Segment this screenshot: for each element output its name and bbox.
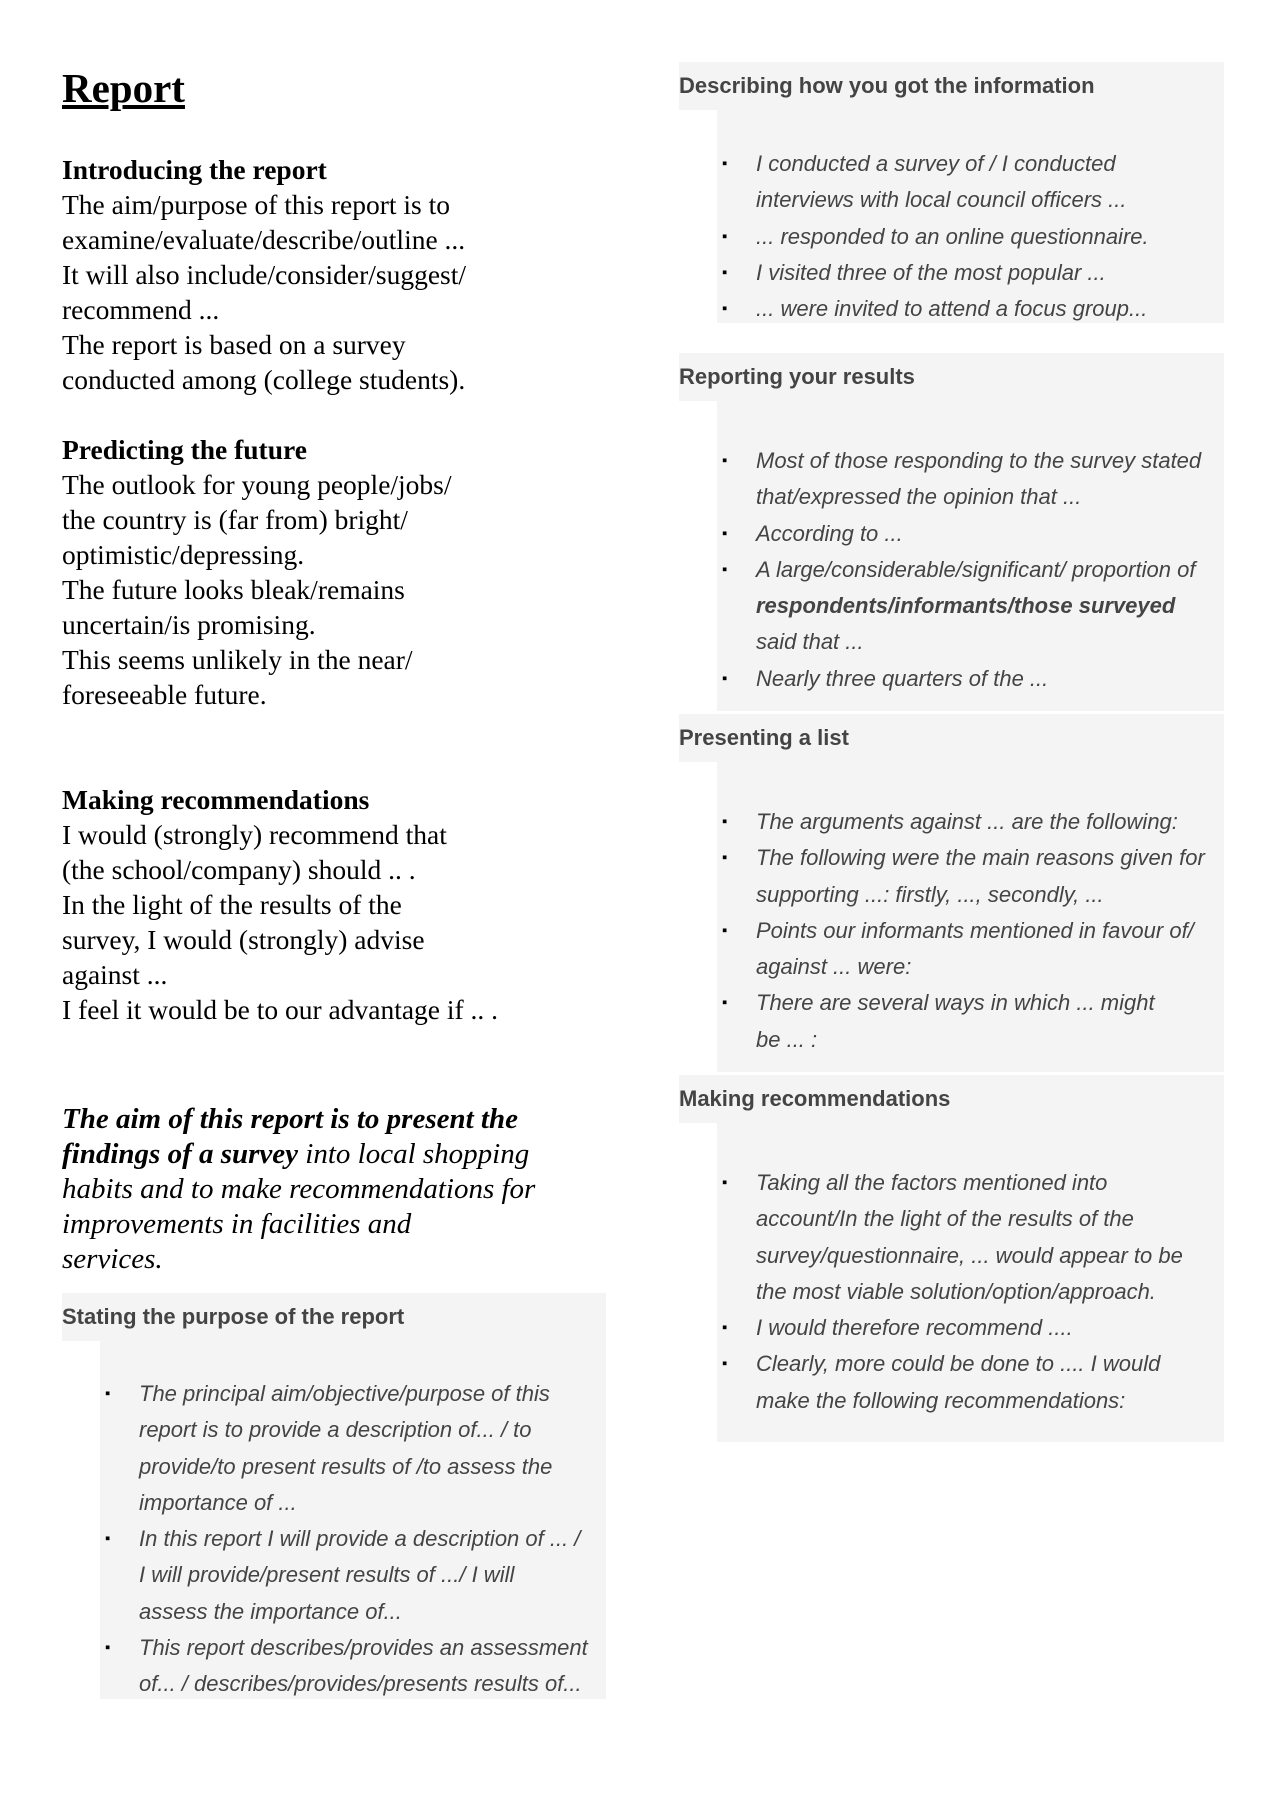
list-item-line: interviews with local council officers ...: [756, 187, 1127, 213]
list-item-line: report is to provide a description of... / to: [139, 1417, 532, 1443]
phrase-list: [722, 443, 1202, 697]
list-item: [722, 661, 1201, 697]
list-item-line: make the following recommendations:: [756, 1387, 1126, 1413]
list-item: [722, 804, 1205, 840]
aim-statement: [62, 1102, 622, 1277]
list-item-line: the most viable solution/option/approach.: [756, 1278, 1156, 1304]
bullet-icon: ▪: [722, 227, 728, 245]
section-line: I would (strongly) recommend that: [62, 819, 447, 850]
list-item-line: account/In the light of the results of the: [756, 1206, 1134, 1232]
bullet-icon: ▪: [722, 1174, 728, 1191]
list-item: [722, 1310, 1183, 1346]
phrase-list: [722, 804, 1205, 1058]
list-item-line: I visited three of the most popular ...: [756, 259, 1106, 285]
bullet-icon: ▪: [722, 921, 728, 939]
document-title: Report: [62, 65, 185, 111]
list-item-line: I will provide/present results of .../ I will: [139, 1562, 515, 1588]
list-item-line: against ... were:: [756, 954, 912, 980]
section-line: examine/evaluate/describe/outline ...: [62, 224, 466, 255]
purpose-box-heading: Stating the purpose of the report: [62, 1303, 606, 1331]
phrase-list: [722, 1165, 1183, 1419]
list-item: [722, 985, 1205, 1058]
bullet-icon: ▪: [722, 263, 728, 281]
list-item-line: The principal aim/objective/purpose of this: [139, 1381, 550, 1406]
list-item-line: that/expressed the opinion that ...: [756, 484, 1082, 510]
list-item: [722, 1165, 1183, 1310]
phrase-group-heading: Reporting your results: [679, 363, 1224, 391]
section-line: the country is (far from) bright/: [62, 504, 408, 535]
section-line: survey, I would (strongly) advise: [62, 924, 425, 955]
list-item: [105, 1376, 588, 1521]
list-item: [722, 840, 1205, 913]
section-heading: Introducing the report: [62, 154, 327, 185]
list-item: [722, 219, 1149, 255]
list-item-line: assess the importance of...: [139, 1598, 402, 1624]
bullet-icon: ▪: [722, 1319, 728, 1337]
list-item: [722, 255, 1149, 291]
section-heading: Making recommendations: [62, 784, 370, 815]
phrase-group-heading: Presenting a list: [679, 724, 1224, 752]
section-introducing: [62, 152, 622, 397]
bullet-icon: ▪: [105, 1530, 111, 1548]
bullet-icon: ▪: [722, 994, 728, 1012]
list-item-line: [756, 588, 1201, 624]
aim-rest-2: into local shopping: [298, 1138, 530, 1170]
bold-text: respondents/informants/those surveyed: [756, 593, 1176, 619]
left-column: [62, 62, 622, 1277]
section-line: uncertain/is promising.: [62, 609, 316, 640]
list-item: [722, 516, 1201, 552]
bullet-icon: ▪: [722, 849, 728, 867]
bullet-icon: ▪: [105, 1639, 111, 1657]
list-item-line: importance of ...: [139, 1489, 297, 1515]
list-item-line: ... responded to an online questionnaire.: [756, 223, 1149, 249]
bullet-icon: ▪: [722, 452, 728, 469]
section-predicting: [62, 432, 622, 712]
aim-line-4: improvements in facilities and: [62, 1208, 412, 1240]
bullet-icon: ▪: [722, 669, 728, 687]
list-item-line: survey/questionnaire, ... would appear to be: [756, 1242, 1183, 1268]
list-item-line: said that ...: [756, 629, 864, 655]
list-item-line: I would therefore recommend ....: [756, 1315, 1073, 1341]
section-line: optimistic/depressing.: [62, 539, 305, 570]
aim-line-3: habits and to make recommendations for: [62, 1173, 536, 1205]
phrase-group-heading: Describing how you got the information: [679, 72, 1224, 100]
phrase-list: [722, 146, 1149, 327]
section-line: recommend ...: [62, 294, 220, 325]
list-item-line: A large/considerable/significant/ proportion of: [756, 556, 1196, 582]
section-heading: Predicting the future: [62, 434, 307, 465]
list-item-line: The arguments against ... are the following:: [756, 809, 1178, 834]
list-item-line: Taking all the factors mentioned into: [756, 1170, 1108, 1195]
list-item: [722, 443, 1202, 516]
section-line: The report is based on a survey: [62, 329, 406, 360]
list-item-line: ... were invited to attend a focus group...: [756, 296, 1148, 322]
purpose-list: [105, 1376, 588, 1703]
section-line: The future looks bleak/remains: [62, 574, 405, 605]
list-item-line: There are several ways in which ... might: [756, 990, 1155, 1016]
section-line: The outlook for young people/jobs/: [62, 469, 452, 500]
list-item: [722, 291, 1149, 327]
list-item-line: Nearly three quarters of the ...: [756, 665, 1049, 691]
section-line: against ...: [62, 959, 168, 990]
section-line: conducted among (college students).: [62, 364, 466, 395]
section-line: (the school/company) should .. .: [62, 854, 416, 885]
list-item-line: Most of those responding to the survey stated: [756, 448, 1202, 473]
bullet-icon: ▪: [722, 813, 728, 830]
section-recommendations: [62, 782, 622, 1027]
phrase-group-heading: Making recommendations: [679, 1085, 1224, 1113]
list-item-line: Points our informants mentioned in favour of/: [756, 917, 1194, 943]
list-item-line: of... / describes/provides/presents results of...: [139, 1671, 582, 1697]
section-line: In the light of the results of the: [62, 889, 402, 920]
bullet-icon: ▪: [722, 560, 728, 578]
bullet-icon: ▪: [722, 155, 728, 172]
list-item-line: According to ...: [756, 520, 903, 546]
section-line: I feel it would be to our advantage if .. .: [62, 994, 499, 1025]
list-item: [105, 1521, 588, 1630]
list-item-line: provide/to present results of /to assess the: [139, 1453, 553, 1479]
section-line: This seems unlikely in the near/: [62, 644, 413, 675]
list-item-line: Clearly, more could be done to .... I would: [756, 1351, 1161, 1377]
list-item-line: The following were the main reasons given for: [756, 845, 1205, 871]
bullet-icon: ▪: [722, 524, 728, 542]
list-item: [105, 1630, 588, 1703]
bullet-icon: ▪: [105, 1385, 111, 1402]
list-item: [722, 146, 1149, 219]
list-item: [722, 552, 1201, 661]
list-item-line: In this report I will provide a description of ... /: [139, 1526, 581, 1552]
list-item-line: This report describes/provides an assessment: [139, 1635, 588, 1661]
section-line: foreseeable future.: [62, 679, 267, 710]
section-line: The aim/purpose of this report is to: [62, 189, 450, 220]
list-item: [722, 913, 1205, 986]
bullet-icon: ▪: [722, 300, 728, 318]
aim-bold-2: findings of a survey: [62, 1138, 299, 1170]
list-item-line: I conducted a survey of / I conducted: [756, 151, 1116, 176]
aim-line-5: services.: [62, 1243, 163, 1275]
aim-bold-1: The aim of this report is to present the: [62, 1103, 518, 1135]
bullet-icon: ▪: [722, 1355, 728, 1373]
list-item: [722, 1346, 1183, 1419]
list-item-line: be ... :: [756, 1026, 818, 1052]
section-line: It will also include/consider/suggest/: [62, 259, 467, 290]
list-item-line: supporting ...: firstly, ..., secondly, ...: [756, 881, 1104, 907]
